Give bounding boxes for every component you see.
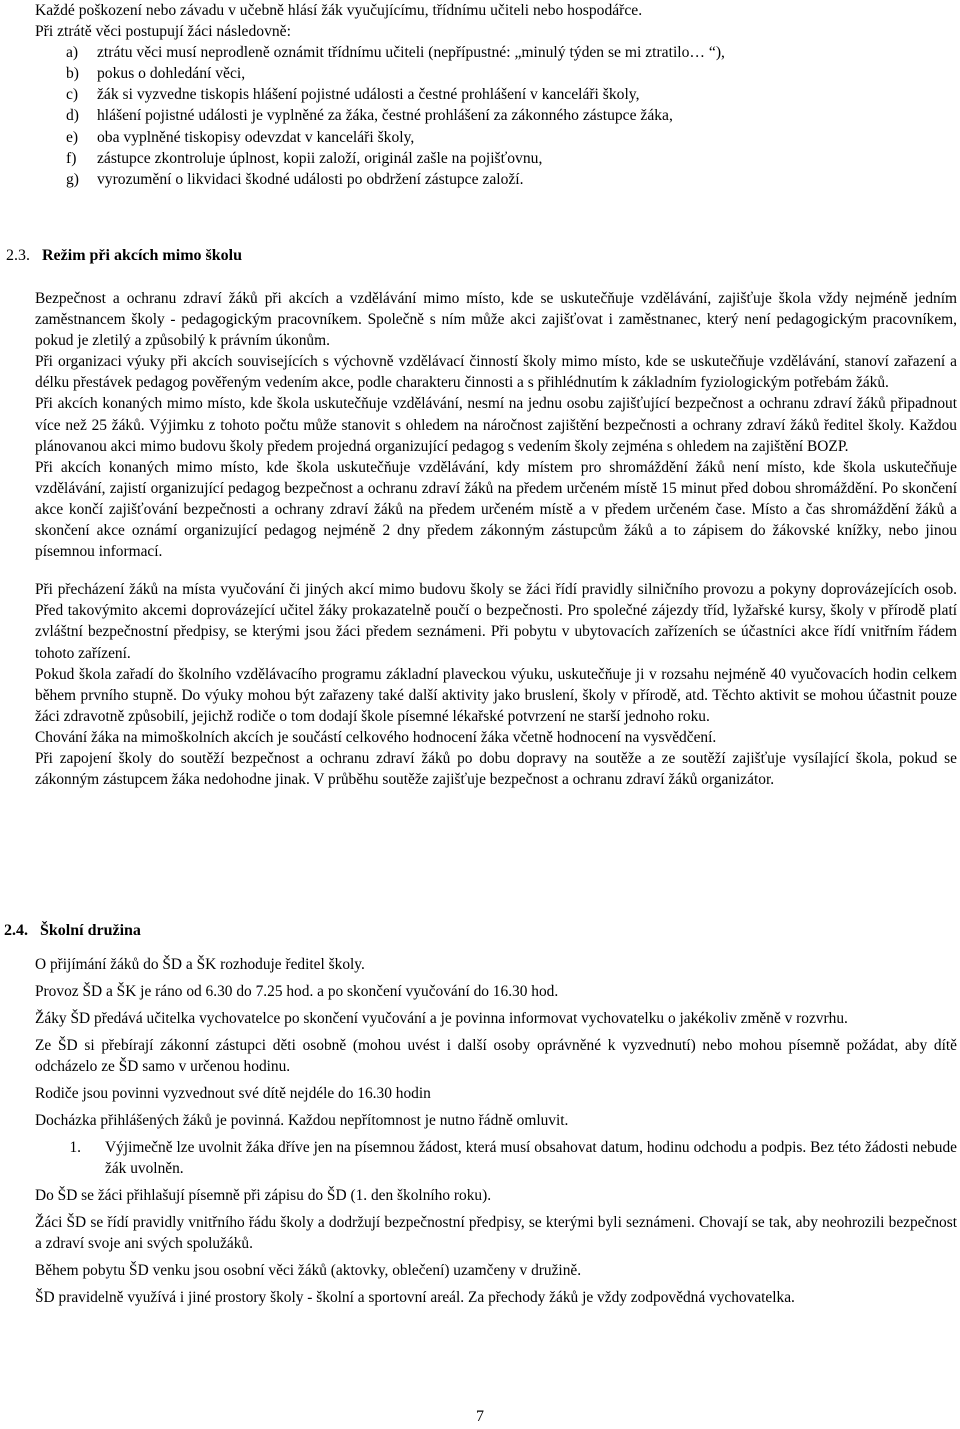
- paragraph: Rodiče jsou povinni vyzvednout své dítě nejdéle do 16.30 hodin: [35, 1085, 431, 1102]
- section-number: 2.3.: [6, 247, 30, 264]
- section-heading-2-4: [4, 921, 141, 941]
- loss-procedure-list: [35, 42, 957, 190]
- list-item-text: hlášení pojistné události je vyplněné za žáka, čestné prohlášení za zákonného zástupce žáka,: [97, 107, 673, 125]
- paragraph: Při organizaci výuky při akcích souvisejících s výchovně vzdělávací činností školy mimo místo, kde se uskutečňuje vzdělávání, stanoví zařazení a délku přestávek pedagog pověřeným vedením akce, podle charakteru činnosti a s přihlédnutím k základním fyziologickým potřebám žáků.: [35, 353, 957, 392]
- list-item-text: vyrozumění o likvidaci škodné události po obdržení zástupce založí.: [97, 170, 524, 188]
- numbered-item-label: 1.: [69, 1139, 81, 1156]
- paragraph: ŠD pravidelně využívá i jiné prostory školy - školní a sportovní areál. Za přechody žáků je vždy zodpovědná vychovatelka.: [35, 1289, 795, 1306]
- list-item-label: d): [66, 107, 79, 125]
- paragraph: O přijímání žáků do ŠD a ŠK rozhoduje ředitel školy.: [35, 956, 365, 973]
- section-number: 2.4.: [4, 922, 28, 939]
- numbered-item-text: Výjimečně lze uvolnit žáka dříve jen na písemnou žádost, která musí obsahovat datum, hodinu odchodu a podpis. Bez této žádosti nebude žák uvolněn.: [105, 1139, 957, 1177]
- section-title: Režim při akcích mimo školu: [42, 247, 242, 264]
- list-item: [66, 169, 957, 190]
- list-item: [66, 127, 957, 148]
- list-item-label: f): [66, 149, 77, 167]
- list-item-text: pokus o dohledání věci,: [97, 65, 246, 83]
- numbered-item: [35, 1137, 957, 1179]
- paragraph: Při akcích konaných mimo místo, kde škola uskutečňuje vzdělávání, nesmí na jednu osobu zajišťující bezpečnost a ochranu zdraví žáků připadnout více než 25 žáků. Výjimku z tohoto počtu může stanovit s ohledem na náročnost zajištění bezpečnosti a ochrany zdraví žáků ředitel školy. Každou plánovanou akci mimo budovu školy předem projedná organizující pedagog s vedením školy zejména s ohledem na zajištění BOZP.: [35, 395, 957, 455]
- list-item-label: a): [66, 44, 79, 62]
- list-item-label: c): [66, 86, 79, 104]
- list-item: [66, 84, 957, 105]
- paragraph: Během pobytu ŠD venku jsou osobní věci žáků (aktovky, oblečení) uzamčeny v družině.: [35, 1262, 582, 1279]
- section-heading-2-3: [6, 246, 242, 266]
- paragraph: Při akcích konaných mimo místo, kde škola uskutečňuje vzdělávání, kdy místem pro shromáždění žáků není místo, kde škola uskutečňuje vzdělávání, zajistí organizující pedagog bezpečnost a ochranu zdraví žáků na předem určeném místě 15 minut před dobou shromáždění. Po skončení akce končí zajišťování bezpečnosti a ochrany zdraví žáků na předem určeném místě a v předem určeném čase. Místo a čas shromáždění žáků a skončení akce oznámí organizující pedagog nejméně 2 dny předem zákonným zástupcům žáků a to zápisem do žákovské knížky, nebo jinou písemnou informací.: [35, 458, 957, 561]
- list-item: [66, 148, 957, 169]
- list-item-text: zástupce zkontroluje úplnost, kopii založí, originál zašle na pojišťovnu,: [97, 149, 543, 167]
- section-2-4-body: [35, 954, 957, 1314]
- paragraph: Žáky ŠD předává učitelka vychovatelce po skončení vyučování a je povinna informovat vychovatelku o jakékoliv změně v rozvrhu.: [35, 1010, 848, 1027]
- section-title: Školní družina: [40, 922, 141, 939]
- paragraph: Docházka přihlášených žáků je povinná. Každou nepřítomnost je nutno řádně omluvit.: [35, 1112, 569, 1129]
- paragraph: Bezpečnost a ochranu zdraví žáků při akcích a vzdělávání mimo místo, kde se uskutečňuje vzdělávání, zajišťuje škola vždy nejméně jedním zaměstnancem školy - pedagogickým pracovníkem. Společně s ním může akci zajišťovat i zaměstnanec, který není pedagogickým pracovníkem, pokud je zletilý a způsobilý k právním úkonům.: [35, 290, 957, 350]
- list-item: [66, 63, 957, 84]
- section-2-3-body: [35, 288, 957, 790]
- paragraph: Provoz ŠD a ŠK je ráno od 6.30 do 7.25 hod. a po skončení vyučování do 16.30 hod.: [35, 983, 559, 1000]
- damage-report-line: Každé poškození nebo závadu v učebně hlásí žák vyučujícímu, třídnímu učiteli nebo hospodářce.: [35, 2, 643, 19]
- list-item-label: e): [66, 128, 79, 146]
- list-item-label: g): [66, 170, 79, 188]
- top-block: [35, 0, 957, 190]
- paragraph: Ze ŠD si přebírají zákonní zástupci děti osobně (mohou uvést i další osoby oprávněné k vyzvednutí) nebo mohou písemně požádat, aby dítě odcházelo ze ŠD samo v určenou hodinu.: [35, 1037, 957, 1075]
- loss-procedure-intro: Při ztrátě věci postupují žáci následovně:: [35, 23, 291, 41]
- list-item-text: oba vyplněné tiskopisy odevzdat v kanceláři školy,: [97, 128, 415, 146]
- paragraph: Žáci ŠD se řídí pravidly vnitřního řádu školy a dodržují bezpečnostní předpisy, se kterými byli seznámeni. Chovají se tak, aby neohrozili bezpečnost a zdraví svoje ani svých spolužáků.: [35, 1214, 957, 1252]
- paragraph: Chování žáka na mimoškolních akcích je součástí celkového hodnocení žáka včetně hodnocení na vysvědčení.: [35, 728, 717, 746]
- list-item-text: ztrátu věci musí neprodleně oznámit třídnímu učiteli (nepřípustné: „minulý týden se mi ztratilo… “),: [97, 44, 725, 62]
- page-number: 7: [476, 1408, 484, 1425]
- paragraph-gap: [35, 562, 957, 579]
- list-item: [66, 105, 957, 126]
- list-item: [66, 42, 957, 63]
- list-item-text: žák si vyzvedne tiskopis hlášení pojistné události a čestné prohlášení v kanceláři školy,: [97, 86, 640, 104]
- list-item-label: b): [66, 65, 79, 83]
- paragraph: Pokud škola zařadí do školního vzdělávacího programu základní plaveckou výuku, uskutečňuje ji v rozsahu nejméně 40 vyučovacích hodin celkem během prvního stupně. Do výuky mohou být zařazeny také další aktivity jako bruslení, školy v přírodě, atd. Těchto aktivit se mohou účastnit pouze žáci zdravotně způsobilí, jejichž rodiče o tom dodají škole písemné lékařské potvrzení ne starší jednoho roku.: [35, 665, 957, 725]
- paragraph: Při zapojení školy do soutěží bezpečnost a ochranu zdraví žáků po dobu dopravy na soutěže a ze soutěží zajišťuje vysílající škola, pokud se zákonným zástupcem žáka nedohodne jinak. V průběhu soutěže zajišťuje bezpečnost a ochranu zdraví žáků organizátor.: [35, 749, 957, 789]
- paragraph: Do ŠD se žáci přihlašují písemně při zápisu do ŠD (1. den školního roku).: [35, 1187, 492, 1204]
- paragraph: Při přecházení žáků na místa vyučování či jiných akcí mimo budovu školy se žáci řídí pravidly silničního provozu a pokyny doprovázejících osob. Před takovýmito akcemi doprovázející učitel žáky prokazatelně poučí o bezpečnosti. Pro společné zájezdy tříd, lyžařské kursy, školy v přírodě platí zvláštní bezpečnostní předpisy, se kterými jsou žáci předem seznámeni. Při pobytu v ubytovacích zařízeních se účastníci akce řídí vnitřním řádem tohoto zařízení.: [35, 581, 957, 662]
